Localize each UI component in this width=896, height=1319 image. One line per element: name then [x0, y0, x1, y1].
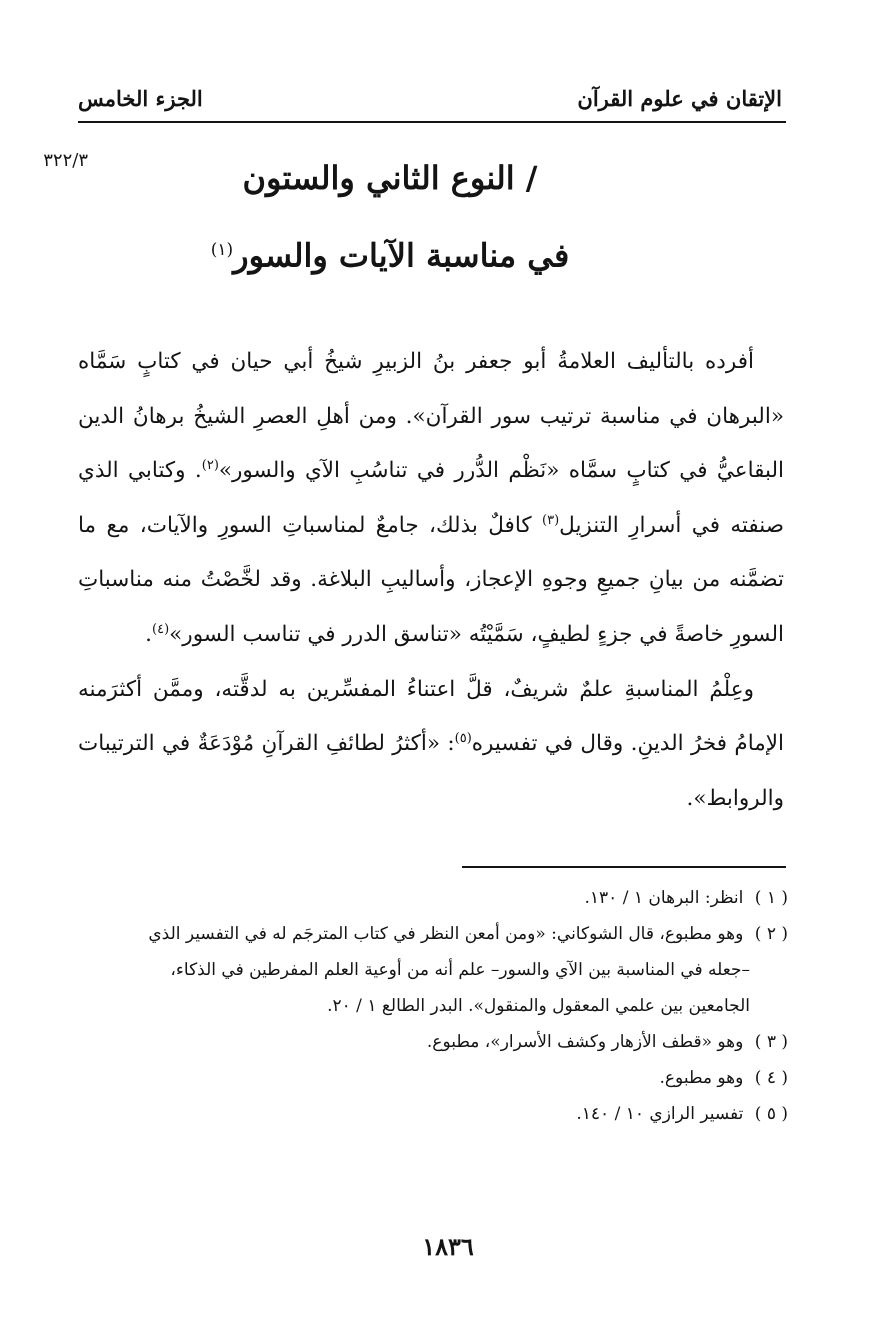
paragraph: [78, 663, 784, 827]
footnote-marker: (١): [210, 240, 234, 260]
running-header: [78, 80, 782, 116]
body-text: [78, 335, 784, 826]
footnote-text: وهو مطبوع، قال الشوكاني: «ومن أمعن النظر في كتاب المترجَم له في التفسير الذي: [148, 924, 744, 944]
footnote-text: انظر: البرهان ١ / ١٣٠.: [584, 888, 744, 908]
paragraph: [78, 335, 784, 663]
footnotes: [78, 880, 788, 1132]
footnote-text: وهو مطبوع.: [659, 1068, 744, 1088]
footnote-marker: (٤): [152, 621, 170, 637]
margin-reference: ٣٢٢/٣: [43, 150, 88, 171]
book-title: الإتقان في علوم القرآن: [577, 85, 782, 111]
paragraph-text: . وكتابي الذي صنفته في أسرارِ التنزيل: [78, 458, 784, 538]
header-rule: [78, 121, 786, 123]
footnote-number: ( ٢ ): [754, 924, 788, 944]
footnote-number: ( ١ ): [754, 888, 788, 908]
chapter-subtitle: [180, 222, 600, 284]
chapter-subtitle-text: في مناسبة الآيات والسور: [233, 236, 570, 275]
paragraph-text: وعِلْمُ المناسبةِ علمٌ شريفٌ، قلَّ اعتناءُ المفسِّرين به لدقَّته، وممَّن أكثرَمنه الإمامُ فخرُ الدينِ. وقال في تفسيره: [78, 676, 785, 757]
footnote: [78, 1024, 788, 1060]
footnote: [78, 880, 788, 916]
paragraph-text: أفرده بالتأليف العلامةُ أبو جعفر بنُ الزبيرِ شيخُ أبي حيان في كتابٍ سَمَّاه «البرهان في مناسبة ترتيب سور القرآن». ومن أهلِ العصرِ الشيخُ برهانُ الدين البقاعيُّ في كتابٍ سمَّاه «نَظْم الدُّرر في تناسُبِ الآي والسور»: [78, 349, 785, 484]
footnote-marker: (٣): [542, 512, 560, 528]
footnote-number: ( ٤ ): [754, 1068, 788, 1088]
paragraph-text: : «أكثرُ لطائفِ القرآنِ مُوْدَعَةٌ في الترتيبات والروابط».: [78, 731, 784, 811]
footnote-marker: (٢): [201, 458, 219, 474]
footnote: [78, 1096, 788, 1132]
footnote-continuation: –جعله في المناسبة بين الآي والسور– علم أنه من أوعية العلم المفرطين في الذكاء،: [170, 960, 750, 980]
footnote-number: ( ٣ ): [754, 1032, 788, 1052]
paragraph-text: كافلٌ بذلك، جامعٌ لمناسباتِ السورِ والآيات، مع ما تضمَّنه من بيانِ جميعِ وجوهِ الإعجاز، وأساليبِ البلاغة. وقد لخَّصْتُ منه مناسباتِ السورِ خاصةً في جزءٍ لطيفٍ، سَمَّيْتُه «تناسق الدرر في تناسب السور»: [78, 512, 784, 647]
page-number: ١٨٣٦: [422, 1232, 474, 1261]
footnote-number: ( ٥ ): [754, 1104, 788, 1124]
footnote-text: تفسير الرازي ١٠ / ١٤٠.: [576, 1104, 744, 1124]
footnote-rule: [462, 866, 786, 868]
footnote-continuation: الجامعين بين علمي المعقول والمنقول». البدر الطالع ١ / ٢٠.: [327, 996, 750, 1016]
volume-label: الجزء الخامس: [78, 85, 203, 111]
footnote-marker: (٥): [454, 731, 472, 746]
chapter-title: / النوع الثاني والستون: [242, 159, 538, 197]
paragraph-text: .: [145, 621, 153, 647]
footnote: [78, 1060, 788, 1096]
footnote-text: وهو «قطف الأزهار وكشف الأسرار»، مطبوع.: [426, 1032, 744, 1052]
footnote: [78, 916, 788, 952]
